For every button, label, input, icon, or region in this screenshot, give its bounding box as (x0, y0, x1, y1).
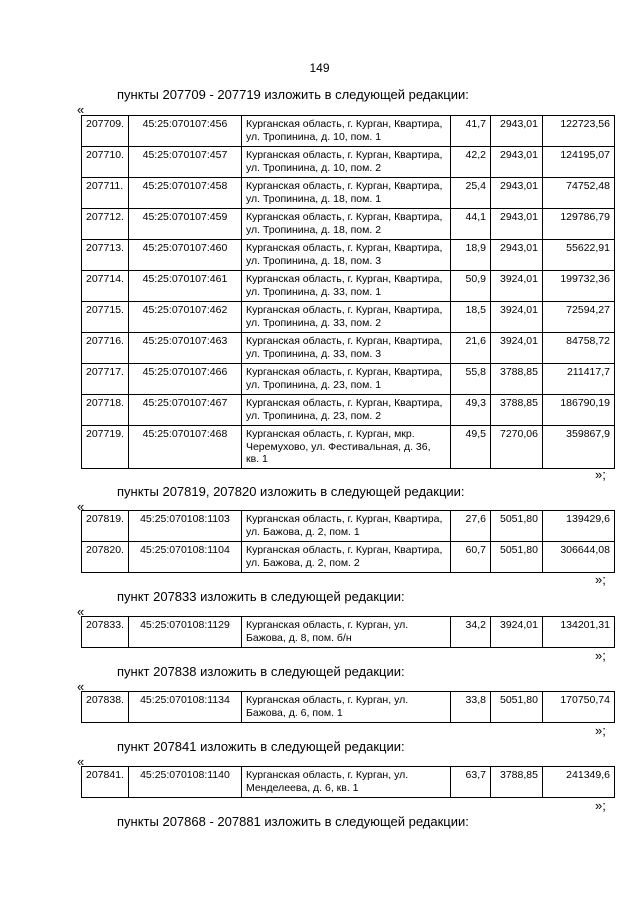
property-table (81, 510, 615, 573)
cadastral-number-cell: 45:25:070107:467 (128, 395, 241, 426)
table-row (82, 209, 615, 240)
table-row (82, 116, 615, 147)
cadastral-number-cell: 45:25:070107:460 (128, 240, 241, 271)
address-cell: Курганская область, г. Курган, Квартира, ул. Бажова, д. 2, пом. 2 (241, 542, 450, 573)
rate-cell: 2943,01 (490, 178, 542, 209)
cadastral-number-cell: 45:25:070108:1134 (128, 692, 241, 723)
item-number-cell: 207710. (82, 147, 129, 178)
item-number-cell: 207717. (82, 364, 129, 395)
rate-cell: 2943,01 (490, 209, 542, 240)
close-quote: »; (595, 467, 606, 482)
item-number-cell: 207718. (82, 395, 129, 426)
address-cell: Курганская область, г. Курган, Квартира, ул. Тропинина, д. 18, пом. 3 (241, 240, 450, 271)
cadastral-value-cell: 134201,31 (542, 617, 614, 648)
rate-cell: 3788,85 (490, 395, 542, 426)
item-number-cell: 207833. (82, 617, 129, 648)
rate-cell: 3924,01 (490, 617, 542, 648)
close-quote: »; (595, 723, 606, 738)
address-cell: Курганская область, г. Курган, Квартира, ул. Тропинина, д. 33, пом. 1 (241, 271, 450, 302)
area-cell: 49,3 (450, 395, 490, 426)
rate-cell: 3924,01 (490, 333, 542, 364)
rate-cell: 5051,80 (490, 542, 542, 573)
property-table (81, 691, 615, 723)
open-quote: « (77, 102, 85, 117)
rate-cell: 3924,01 (490, 302, 542, 333)
cadastral-value-cell: 211417,7 (542, 364, 614, 395)
table-row (82, 542, 615, 573)
close-quote: »; (595, 572, 606, 587)
property-table (81, 616, 615, 648)
item-number-cell: 207712. (82, 209, 129, 240)
rate-cell: 2943,01 (490, 116, 542, 147)
cadastral-number-cell: 45:25:070108:1104 (128, 542, 241, 573)
table-row (82, 364, 615, 395)
cadastral-value-cell: 306644,08 (542, 542, 614, 573)
rate-cell: 5051,80 (490, 511, 542, 542)
table-row (82, 178, 615, 209)
cadastral-value-cell: 74752,48 (542, 178, 614, 209)
area-cell: 27,6 (450, 511, 490, 542)
address-cell: Курганская область, г. Курган, Квартира, ул. Тропинина, д. 18, пом. 1 (241, 178, 450, 209)
area-cell: 55,8 (450, 364, 490, 395)
area-cell: 50,9 (450, 271, 490, 302)
cadastral-number-cell: 45:25:070107:461 (128, 271, 241, 302)
item-number-cell: 207841. (82, 767, 129, 798)
cadastral-number-cell: 45:25:070107:466 (128, 364, 241, 395)
area-cell: 34,2 (450, 617, 490, 648)
close-quote: »; (595, 648, 606, 663)
address-cell: Курганская область, г. Курган, ул. Бажова, д. 6, пом. 1 (241, 692, 450, 723)
open-quote: « (77, 499, 85, 514)
address-cell: Курганская область, г. Курган, Квартира, ул. Тропинина, д. 10, пом. 1 (241, 116, 450, 147)
address-cell: Курганская область, г. Курган, Квартира, ул. Тропинина, д. 18, пом. 2 (241, 209, 450, 240)
cadastral-value-cell: 72594,27 (542, 302, 614, 333)
item-number-cell: 207714. (82, 271, 129, 302)
section-heading: пункты 207709 - 207719 изложить в следующей редакции: (117, 87, 469, 102)
cadastral-number-cell: 45:25:070107:462 (128, 302, 241, 333)
section-heading: пункт 207841 изложить в следующей редакции: (117, 739, 405, 754)
cadastral-number-cell: 45:25:070107:457 (128, 147, 241, 178)
item-number-cell: 207819. (82, 511, 129, 542)
item-number-cell: 207713. (82, 240, 129, 271)
table-row (82, 271, 615, 302)
address-cell: Курганская область, г. Курган, ул. Менделеева, д. 6, кв. 1 (241, 767, 450, 798)
area-cell: 41,7 (450, 116, 490, 147)
table-row (82, 395, 615, 426)
section-heading: пункт 207833 изложить в следующей редакции: (117, 589, 405, 604)
page-number: 149 (309, 61, 330, 75)
cadastral-value-cell: 170750,74 (542, 692, 614, 723)
area-cell: 60,7 (450, 542, 490, 573)
rate-cell: 5051,80 (490, 692, 542, 723)
address-cell: Курганская область, г. Курган, Квартира, ул. Тропинина, д. 33, пом. 2 (241, 302, 450, 333)
item-number-cell: 207820. (82, 542, 129, 573)
address-cell: Курганская область, г. Курган, ул. Бажова, д. 8, пом. б/н (241, 617, 450, 648)
area-cell: 63,7 (450, 767, 490, 798)
rate-cell: 3924,01 (490, 271, 542, 302)
table-row (82, 302, 615, 333)
table-row (82, 767, 615, 798)
item-number-cell: 207719. (82, 426, 129, 469)
area-cell: 33,8 (450, 692, 490, 723)
cadastral-value-cell: 129786,79 (542, 209, 614, 240)
cadastral-value-cell: 241349,6 (542, 767, 614, 798)
cadastral-value-cell: 55622,91 (542, 240, 614, 271)
property-table (81, 766, 615, 798)
cadastral-number-cell: 45:25:070107:458 (128, 178, 241, 209)
cadastral-number-cell: 45:25:070108:1103 (128, 511, 241, 542)
cadastral-value-cell: 139429,6 (542, 511, 614, 542)
cadastral-number-cell: 45:25:070107:463 (128, 333, 241, 364)
area-cell: 21,6 (450, 333, 490, 364)
section-heading: пункт 207838 изложить в следующей редакции: (117, 664, 405, 679)
area-cell: 44,1 (450, 209, 490, 240)
item-number-cell: 207709. (82, 116, 129, 147)
open-quote: « (77, 679, 85, 694)
address-cell: Курганская область, г. Курган, Квартира, ул. Тропинина, д. 23, пом. 2 (241, 395, 450, 426)
open-quote: « (77, 604, 85, 619)
cadastral-number-cell: 45:25:070108:1129 (128, 617, 241, 648)
close-quote: »; (595, 798, 606, 813)
address-cell: Курганская область, г. Курган, Квартира, ул. Тропинина, д. 10, пом. 2 (241, 147, 450, 178)
area-cell: 25,4 (450, 178, 490, 209)
area-cell: 18,9 (450, 240, 490, 271)
cadastral-value-cell: 359867,9 (542, 426, 614, 469)
item-number-cell: 207715. (82, 302, 129, 333)
table-row (82, 692, 615, 723)
cadastral-value-cell: 186790,19 (542, 395, 614, 426)
address-cell: Курганская область, г. Курган, Квартира, ул. Тропинина, д. 33, пом. 3 (241, 333, 450, 364)
rate-cell: 3788,85 (490, 364, 542, 395)
cadastral-value-cell: 124195,07 (542, 147, 614, 178)
area-cell: 49,5 (450, 426, 490, 469)
item-number-cell: 207716. (82, 333, 129, 364)
rate-cell: 3788,85 (490, 767, 542, 798)
address-cell: Курганская область, г. Курган, Квартира, ул. Тропинина, д. 23, пом. 1 (241, 364, 450, 395)
rate-cell: 7270,06 (490, 426, 542, 469)
cadastral-number-cell: 45:25:070107:468 (128, 426, 241, 469)
property-table (81, 115, 615, 469)
table-row (82, 240, 615, 271)
area-cell: 42,2 (450, 147, 490, 178)
area-cell: 18,5 (450, 302, 490, 333)
rate-cell: 2943,01 (490, 147, 542, 178)
item-number-cell: 207838. (82, 692, 129, 723)
cadastral-number-cell: 45:25:070107:456 (128, 116, 241, 147)
cadastral-value-cell: 199732,36 (542, 271, 614, 302)
cadastral-value-cell: 122723,56 (542, 116, 614, 147)
rate-cell: 2943,01 (490, 240, 542, 271)
table-row (82, 617, 615, 648)
cadastral-number-cell: 45:25:070107:459 (128, 209, 241, 240)
address-cell: Курганская область, г. Курган, мкр. Черемухово, ул. Фестивальная, д. 36, кв. 1 (241, 426, 450, 469)
section-heading: пункты 207819, 207820 изложить в следующей редакции: (117, 484, 465, 499)
address-cell: Курганская область, г. Курган, Квартира, ул. Бажова, д. 2, пом. 1 (241, 511, 450, 542)
table-row (82, 333, 615, 364)
section-heading: пункты 207868 - 207881 изложить в следующей редакции: (117, 814, 469, 829)
cadastral-value-cell: 84758,72 (542, 333, 614, 364)
table-row (82, 147, 615, 178)
table-row (82, 426, 615, 469)
table-row (82, 511, 615, 542)
open-quote: « (77, 754, 85, 769)
item-number-cell: 207711. (82, 178, 129, 209)
cadastral-number-cell: 45:25:070108:1140 (128, 767, 241, 798)
